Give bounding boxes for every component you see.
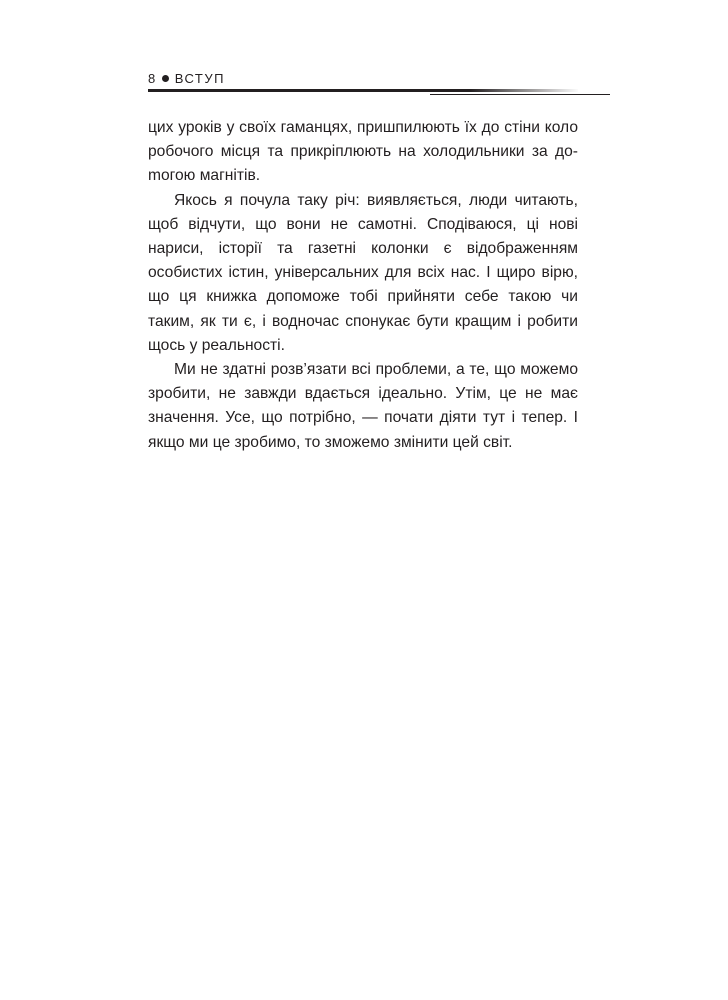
header-rule-fade — [470, 89, 580, 92]
paragraph: Якось я почула таку річ: виявляється, люди читають, щоб відчути, що вони не самотні. Сподіваюся, ці нові нариси, історії та газетні колонки є відображенням особистих істин, універсальних для всіх нас. І щиро вірю, що ця книжка допоможе тобі прийняти себе такою чи таким, як ти є, і водночас спонукає бути кращим і робити щось у реальності. — [148, 191, 578, 354]
paragraph-continued: цих уроків у своїх гаманцях, пришпилюють їх до стіни коло робочого місця та прикріплюють на холодильники за доmогою магнітів. — [148, 119, 578, 185]
body-text — [148, 116, 578, 455]
page-number: 8 — [148, 70, 157, 86]
section-title: ВСТУП — [174, 70, 225, 86]
header-thin-rule — [430, 94, 610, 95]
paragraph: Ми не здатні розв’язати всі проблеми, а те, що можемо зробити, не завжди вдається ідеально. Утім, це не має значення. Усе, що потрібно, — почати діяти тут і тепер. І якщо ми це зробимо, то зможемо змінити цей світ. — [148, 361, 578, 451]
bullet-icon — [162, 75, 169, 82]
running-header — [148, 69, 225, 87]
